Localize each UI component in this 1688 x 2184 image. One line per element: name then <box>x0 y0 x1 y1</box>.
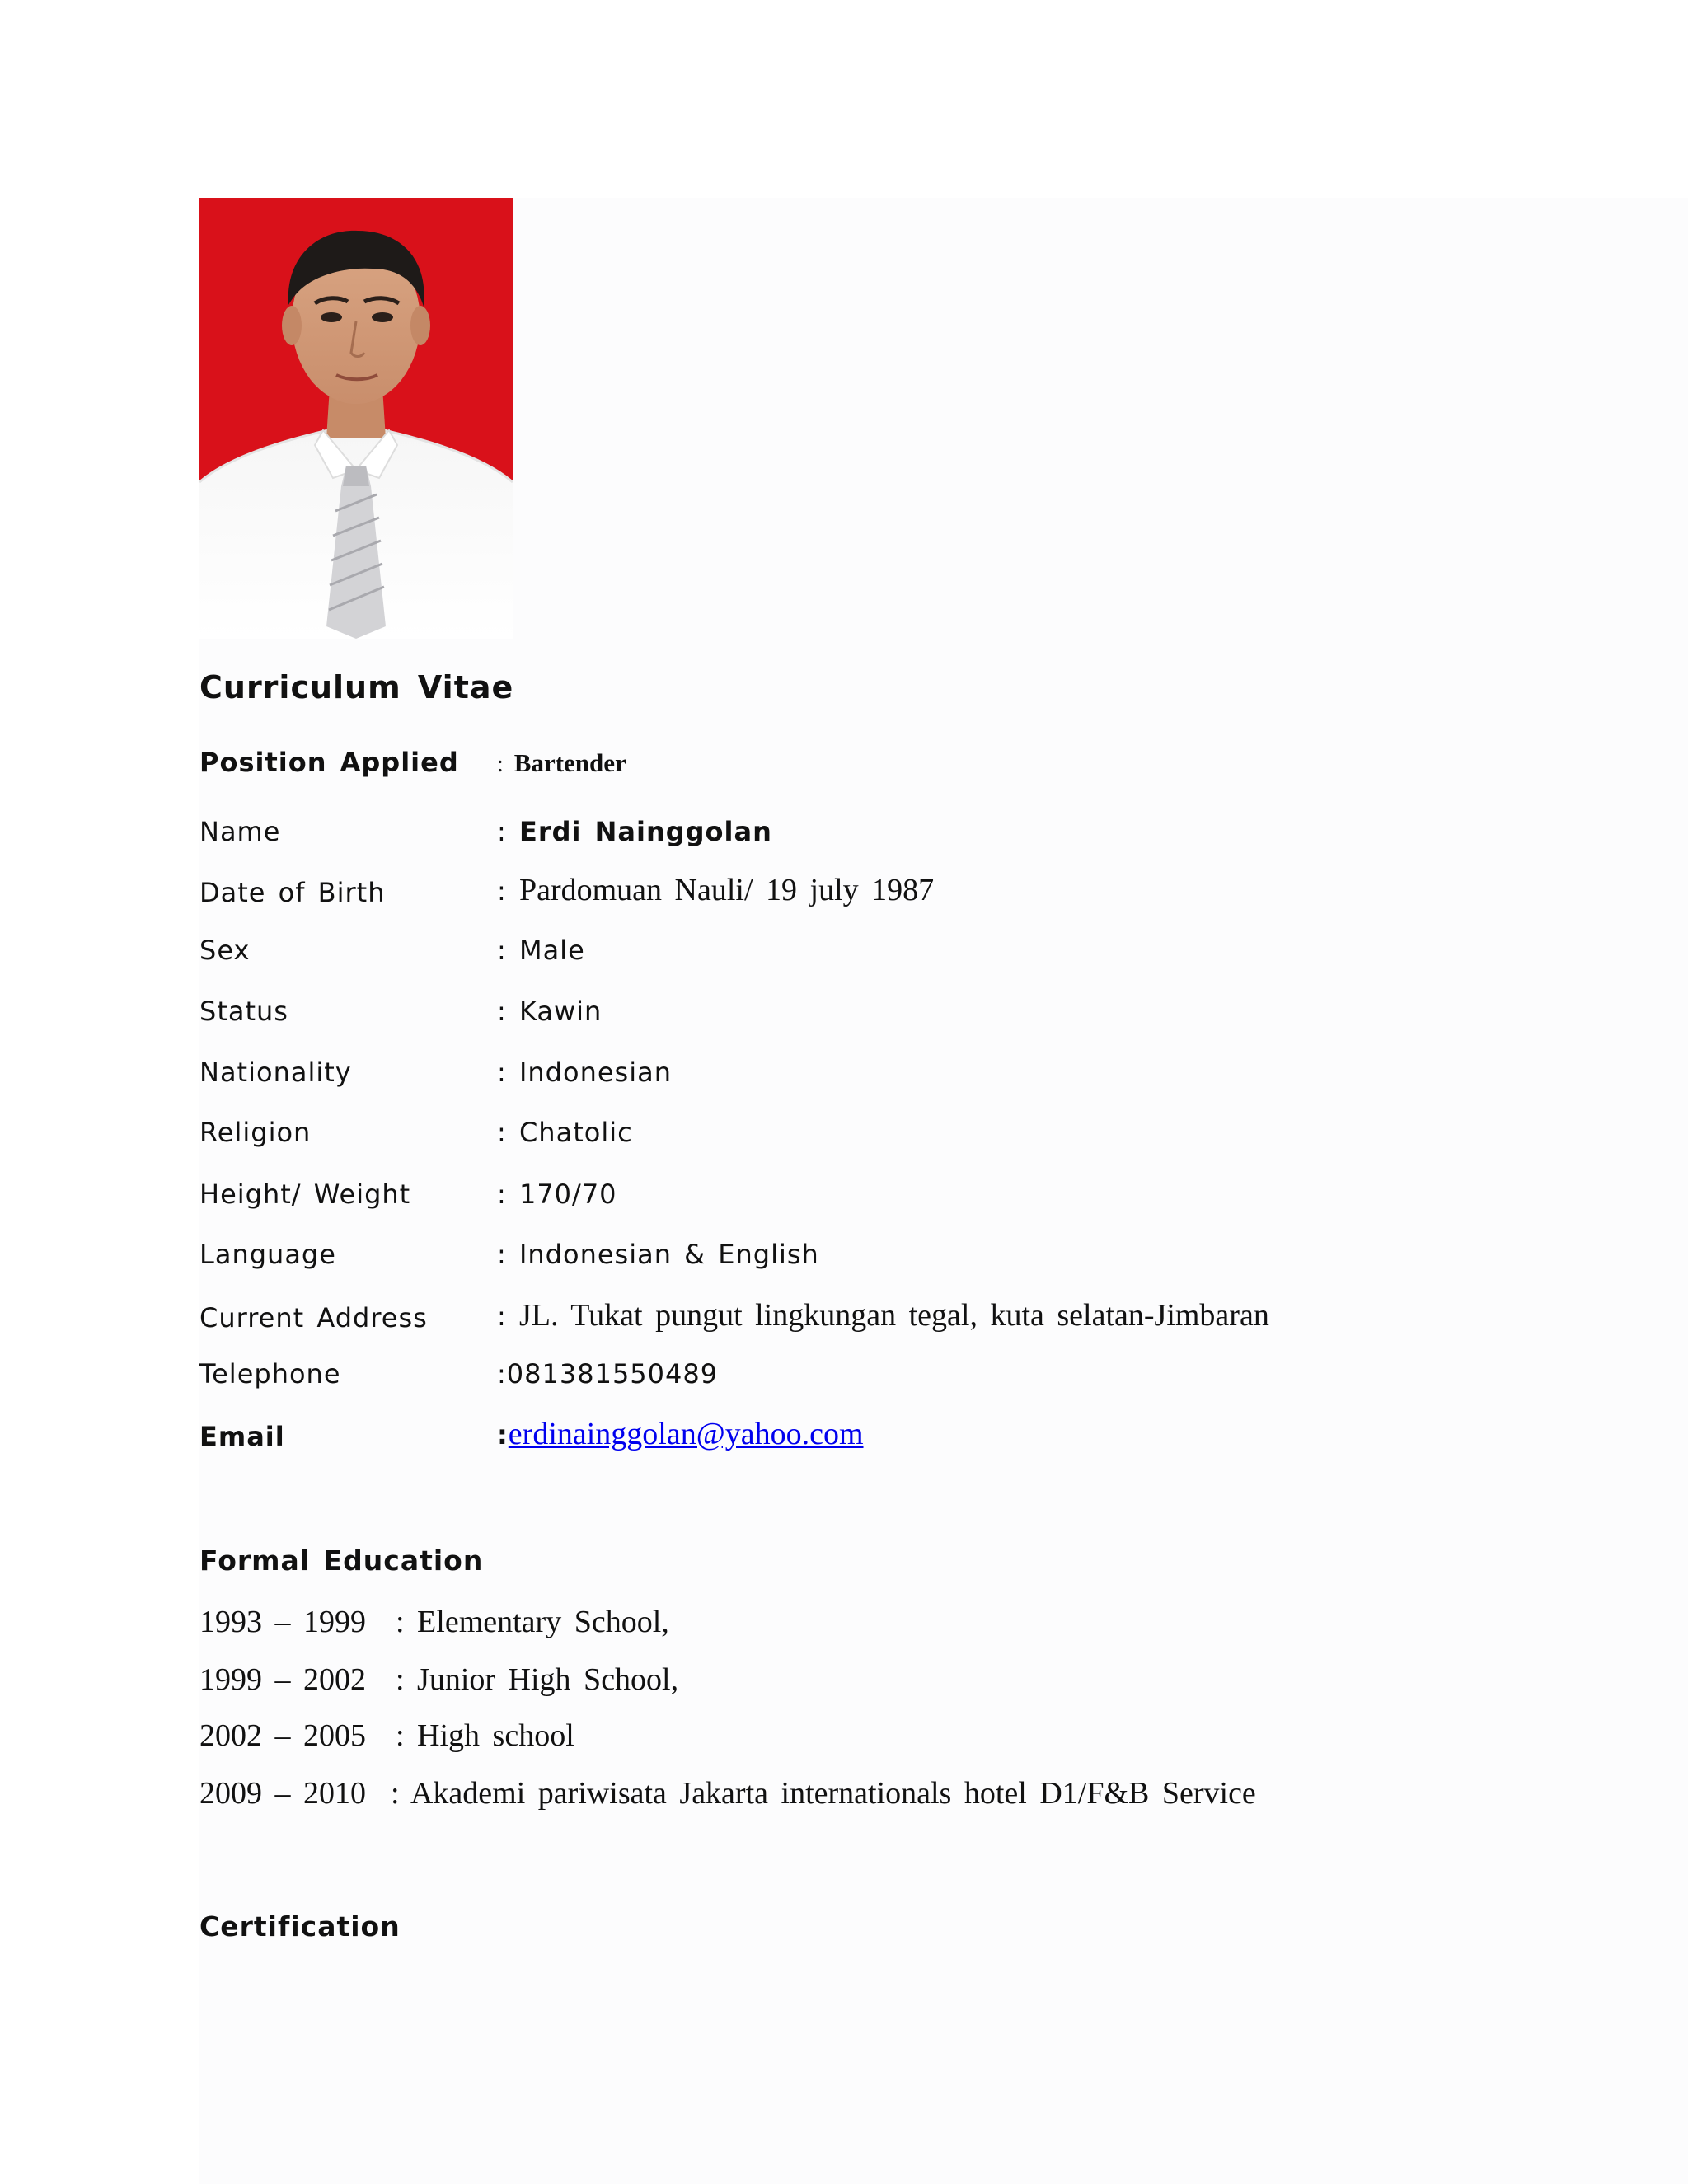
education-school: : Junior High School, <box>396 1662 679 1697</box>
height-weight-value: 170/70 <box>518 1179 617 1210</box>
education-school: : Akademi pariwisata Jakarta internationals hotel D1/F&B Service <box>391 1776 1256 1811</box>
education-item <box>199 1661 678 1698</box>
address-label: Current Address <box>199 1302 428 1333</box>
nationality-value-row: : Indonesian <box>497 1057 672 1088</box>
education-years: 1993 – 1999 <box>199 1605 366 1639</box>
education-years: 2009 – 2010 <box>199 1776 366 1811</box>
nationality-label: Nationality <box>199 1057 352 1088</box>
religion-value: Chatolic <box>518 1117 633 1148</box>
nationality-value: Indonesian <box>518 1057 672 1088</box>
education-years: 2002 – 2005 <box>199 1718 366 1753</box>
dob-value-row: : Pardomuan Nauli/ 19 july 1987 <box>497 873 935 907</box>
language-value: Indonesian & English <box>518 1239 819 1270</box>
email-link[interactable]: erdinainggolan@yahoo.com <box>508 1417 864 1451</box>
religion-label: Religion <box>199 1117 312 1148</box>
dob-value: Pardomuan Nauli/ 19 july 1987 <box>518 873 935 907</box>
education-item <box>199 1775 1256 1811</box>
address-value: JL. Tukat pungut lingkungan tegal, kuta selatan-Jimbaran <box>518 1298 1269 1333</box>
education-heading: Formal Education <box>199 1544 484 1577</box>
page-title: Curriculum Vitae <box>199 669 514 705</box>
education-item <box>199 1718 574 1754</box>
telephone-label: Telephone <box>199 1358 341 1390</box>
education-school: : Elementary School, <box>396 1605 669 1639</box>
position-label: Position Applied <box>199 747 459 778</box>
status-value: Kawin <box>518 996 603 1027</box>
height-weight-value-row: : 170/70 <box>497 1179 617 1210</box>
dob-label: Date of Birth <box>199 877 386 908</box>
name-label: Name <box>199 816 281 847</box>
height-weight-label: Height/ Weight <box>199 1179 411 1210</box>
name-value: Erdi Nainggolan <box>518 816 772 847</box>
status-label: Status <box>199 996 288 1027</box>
email-value-row: :erdinainggolan@yahoo.com <box>497 1417 864 1451</box>
address-value-row: : JL. Tukat pungut lingkungan tegal, kuta selatan-Jimbaran <box>497 1298 1269 1333</box>
language-label: Language <box>199 1239 336 1270</box>
portrait-photo <box>199 198 513 639</box>
certification-heading: Certification <box>199 1910 401 1943</box>
position-value-row: : Bartender <box>497 748 626 777</box>
education-years: 1999 – 2002 <box>199 1662 366 1697</box>
email-label: Email <box>199 1421 285 1452</box>
status-value-row: : Kawin <box>497 996 603 1027</box>
language-value-row: : Indonesian & English <box>497 1239 819 1270</box>
position-value: Bartender <box>513 748 626 777</box>
education-school: : High school <box>396 1718 574 1753</box>
name-value-row: : Erdi Nainggolan <box>497 816 772 847</box>
sex-value-row: : Male <box>497 935 585 966</box>
sex-value: Male <box>518 935 585 966</box>
religion-value-row: : Chatolic <box>497 1117 633 1148</box>
sex-label: Sex <box>199 935 251 966</box>
telephone-value-row: :081381550489 <box>497 1358 719 1390</box>
education-item <box>199 1604 669 1640</box>
telephone-value: 081381550489 <box>506 1358 719 1390</box>
